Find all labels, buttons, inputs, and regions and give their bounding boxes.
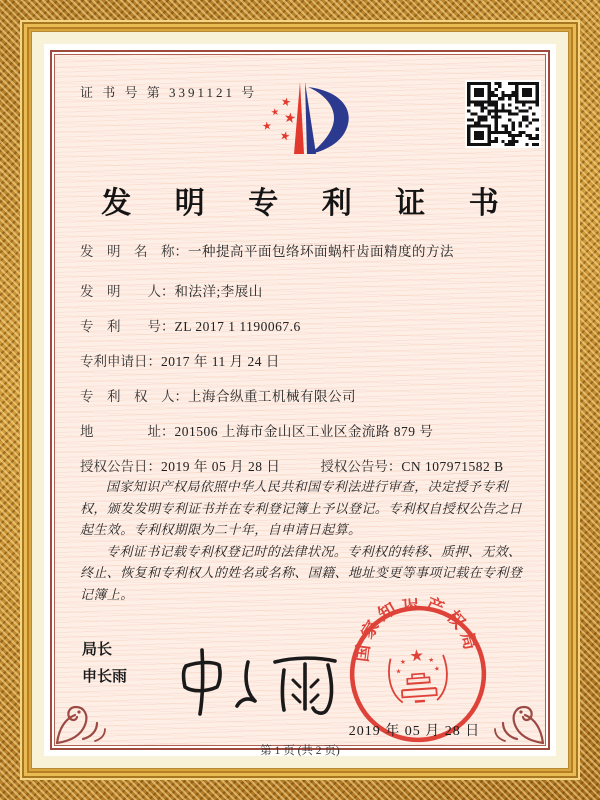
grant-number-value: CN 107971582 B [401, 459, 504, 474]
official-title: 局长 [82, 642, 113, 658]
field-label: 专利申请日： [80, 354, 161, 369]
cream-mat [31, 31, 569, 769]
page-footer: 第 1 页 (共 2 页) [260, 745, 340, 757]
field-invention-name [80, 242, 524, 262]
field-value: 一种提高平面包络环面蜗杆齿面精度的方法 [188, 244, 454, 259]
field-label: 发 明 名 称： [80, 244, 188, 259]
field-value: 和法洋;李展山 [174, 284, 263, 299]
qr-code [465, 80, 541, 148]
field-label: 专 利 权 人： [80, 389, 188, 404]
gold-frame-band [20, 20, 580, 780]
seal-text: 国家知识产权局 [352, 593, 482, 663]
field-label: 发 明 人： [80, 284, 175, 299]
grant-date-value: 2019 年 05 月 28 日 [161, 459, 281, 474]
legal-text [80, 476, 528, 605]
cnipa-patent-logo-icon [247, 60, 367, 172]
field-label: 地 址： [80, 424, 175, 439]
field-value: ZL 2017 1 1190067.6 [174, 319, 301, 334]
field-patentee [80, 387, 524, 407]
field-application-date [80, 352, 524, 372]
grant-number-label: 授权公告号： [320, 459, 402, 474]
field-inventor [80, 282, 524, 302]
seal-issue-date: 2019 年 05 月 28 日 [348, 724, 481, 739]
official-name: 申长雨 [82, 669, 128, 685]
field-label: 专 利 号： [80, 319, 175, 334]
certificate-title: 发 明 专 利 证 书 [101, 187, 517, 220]
certificate-number: 证 书 号 第 3391121 号 [80, 85, 258, 100]
field-grant-row [80, 457, 524, 477]
certificate-paper [50, 50, 550, 757]
field-address [80, 422, 524, 442]
paper-margin [44, 44, 556, 756]
svg-text:国家知识产权局 [348, 593, 481, 664]
field-value: 2017 年 11 月 24 日 [161, 354, 280, 369]
legal-paragraph-1: 国家知识产权局依照中华人民共和国专利法进行审查，决定授予专利权，颁发发明专利证书并在专利登记簿上予以登记。专利权自授权公告之日起生效。专利权期限为二十年，自申请日起算。 [80, 479, 523, 537]
field-value: 上海合纵重工机械有限公司 [188, 389, 356, 404]
corner-flourish-icon [55, 681, 119, 745]
corner-flourish-icon [481, 681, 545, 745]
patent-fields [80, 242, 524, 492]
grant-number-pair [320, 457, 503, 477]
field-value: 201506 上海市金山区工业区金流路 879 号 [174, 424, 434, 439]
grant-date-label: 授权公告日： [80, 459, 161, 474]
field-patent-number [80, 317, 524, 337]
signature-handwriting [172, 640, 357, 720]
legal-paragraph-2: 专利证书记载专利权登记时的法律状况。专利权的转移、质押、无效、终止、恢复和专利权人的姓名或名称、国籍、地址变更等事项记载在专利登记簿上。 [80, 543, 523, 602]
